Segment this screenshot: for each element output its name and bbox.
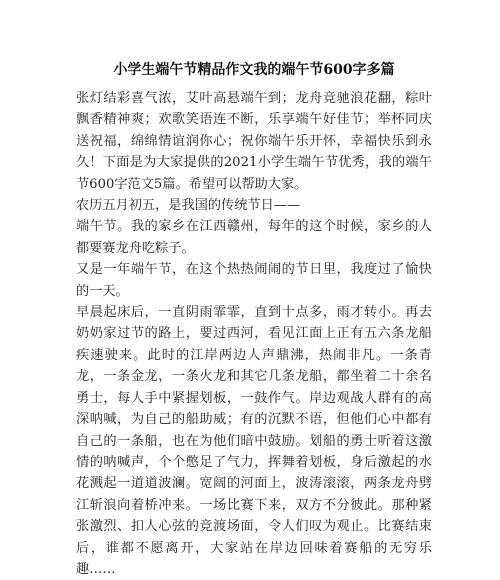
paragraph-hometown: 端午节。我的家乡在江西赣州，每年的这个时候，家乡的人都要赛龙舟吃粽子。 (76, 219, 432, 256)
paragraph-intro: 张灯结彩喜气浓，艾叶高悬端午到；龙舟竞驰浪花翻，粽叶飘香精神爽；欢歌笑语连不断，乐享端午好佳节；举杯同庆送祝福，绵绵情谊润你心；祝你端午乐开怀，幸福快乐到永久！下面是为大家提供的2021小学生端午节优秀，我的端午节600字范文5篇。希望可以帮助大家。 (76, 91, 432, 192)
document-title: 小学生端午节精品作文我的端午节600字多篇 (113, 62, 395, 78)
paragraph-dragon-boat-race: 早晨起床后，一直阴雨霏霏，直到十点多，雨才转小。再去奶奶家过节的路上，要过西河，看见江面上正有五六条龙船疾速驶来。此时的江岸两边人声鼎沸，热闹非凡。一条青龙，一条金龙，一条火龙和其它几条龙船，都坐着二十余名勇士，每人手中紧握划板，一鼓作气。岸边观战人群有的高深呐喊，为自己的船助威；有的沉默不语，但他们心中都有自己的一条船，也在为他们暗中鼓励。划船的勇士听着这激情的呐喊声，个个憋足了气力，挥舞着划板，身后激起的水花溅起一道道波澜。宽阔的河面上，波涛滚滚，两条龙舟劈江斩浪向着桥冲来。一场比赛下来，双方不分彼此。那种紧张激烈、扣人心弦的竞渡场面，令人们叹为观止。比赛结束后，谁都不愿离开，大家站在岸边回味着赛船的无穷乐趣…… (76, 305, 432, 577)
paragraph-date: 农历五月初五，是我国的传统节日—— (76, 198, 301, 214)
paragraph-happy-day: 又是一年端午节，在这个热热闹闹的节日里，我度过了愉快的一天。 (76, 262, 432, 299)
